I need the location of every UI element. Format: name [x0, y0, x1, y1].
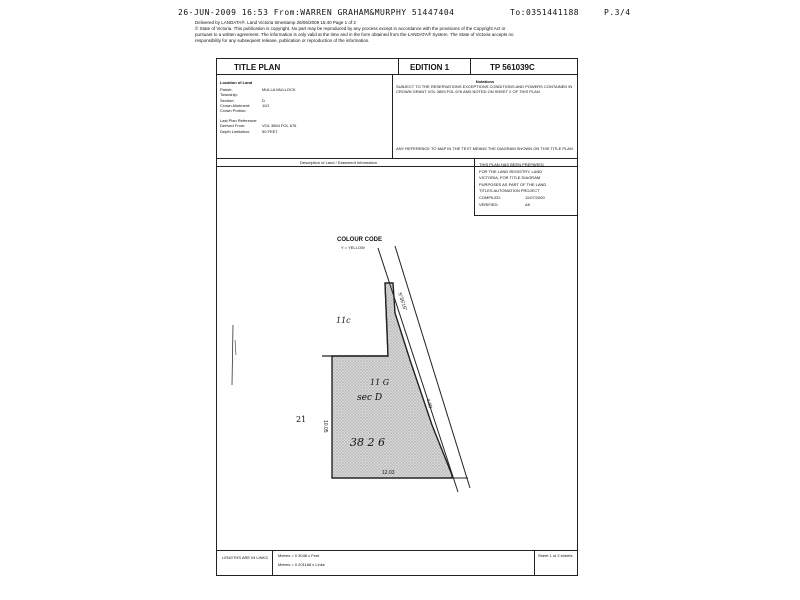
fax-header-sender: 26-JUN-2009 16:53 From:WARREN GRAHAM&MURPHY 51447404	[178, 8, 455, 17]
fax-page-number: P.3/4	[604, 8, 631, 17]
allotment-label: 11 G	[370, 378, 390, 387]
metres-conversion-links: Metres = 0.201168 x Links	[278, 562, 325, 567]
lot-21-label: 21	[296, 415, 307, 424]
location-value: 11G	[262, 102, 270, 108]
registry-line: PURPOSES AS PART OF THE LAND	[479, 181, 547, 187]
verified-label: VERIFIED:	[479, 201, 499, 207]
location-value: VOL 3894 FOL 676	[262, 123, 297, 129]
verified-value: AK	[525, 201, 531, 207]
lot-11c-label: 11c	[336, 316, 351, 325]
bottom-dimension-label: 12.03	[382, 470, 395, 476]
location-label: Section:	[220, 97, 235, 103]
road-chain-label: 4.09	[424, 398, 434, 410]
left-edge-mark-short	[235, 340, 236, 355]
edition-label: EDITION 1	[410, 63, 450, 72]
location-value: D	[262, 97, 265, 103]
area-label: 38 2 6	[350, 436, 385, 449]
location-label: Depth Limitation:	[220, 128, 251, 134]
notice-line-4: responsibility for any subsequent release, publication or reproduction of the information.	[195, 38, 370, 43]
description-heading: Description of Land / Easement Information	[300, 160, 377, 165]
registry-line: TITLES AUTOMATION PROJECT	[479, 188, 540, 193]
plan-number: TP 561039C	[490, 63, 535, 72]
location-value: MULLA MULLOCK	[262, 87, 296, 93]
road-bearing-label: 5°35'15"	[396, 292, 408, 312]
left-dimension-label: 10.05	[322, 420, 328, 433]
notice-line-3: pursuant to a written agreement. The information is only valid at the time and in the form obtained from the LANDATA® System. The State of Victoria accepts no	[195, 32, 514, 37]
footer-separator-1	[272, 550, 273, 576]
fax-header-recipient: To:0351441188	[510, 8, 580, 17]
left-edge-mark	[232, 325, 233, 385]
scale-label: LENGTHS ARE IN LINKS	[222, 555, 268, 560]
colour-code-title: COLOUR CODE	[337, 237, 382, 243]
location-label: Township:	[220, 92, 238, 98]
metres-conversion-feet: Metres = 0.3048 x Feet	[278, 553, 320, 558]
notice-line-2: © State of Victoria. This publication is copyright. No part may be reproduced by any process except in accordance with the provisions of the Copyright Act or	[195, 26, 506, 31]
location-label: Parish:	[220, 87, 233, 93]
footer-divider	[216, 550, 578, 551]
location-label: Derived From:	[220, 123, 246, 129]
colour-code-value: Y = YELLOW	[341, 245, 365, 250]
location-heading: Location of Land	[220, 80, 253, 85]
registry-line: THIS PLAN HAS BEEN PREPARED	[479, 162, 544, 167]
section-label: sec D	[357, 393, 383, 403]
notations-text-2: ANY REFERENCE TO MAP IN THE TEXT MEANS THE DIAGRAM SHOWN ON THIS TITLE PLAN	[396, 146, 573, 151]
sheet-number: Sheet 1 of 2 sheets	[538, 553, 573, 558]
notice-line-1: Delivered by LANDATA®. Land Victoria timestamp 26/06/2009 15:40 Page 1 of 2	[195, 20, 356, 25]
last-plan-heading: Last Plan Reference:	[220, 118, 258, 124]
location-label: Crown Portion:	[220, 108, 247, 114]
notations-text-1: SUBJECT TO THE RESERVATIONS EXCEPTIONS CONDITIONS AND POWERS CONTAINED IN CROWN GRANT VOL 3893 FOL 676 AND NOTED ON SHEET 2 OF THIS PLAN	[396, 84, 573, 95]
location-label: Crown Allotment:	[220, 102, 251, 108]
registry-line: FOR THE LAND REGISTRY, LAND	[479, 168, 543, 174]
location-value: 50 FEET	[262, 128, 278, 134]
title-plan-heading: TITLE PLAN	[234, 63, 281, 72]
footer-separator-2	[534, 550, 535, 576]
registry-line: VICTORIA, FOR TITLE DIAGRAM	[479, 175, 541, 180]
compiled-label: COMPILED:	[479, 194, 502, 200]
compiled-value: 11/07/2000	[525, 194, 545, 200]
notations-heading: Notations	[475, 79, 495, 84]
